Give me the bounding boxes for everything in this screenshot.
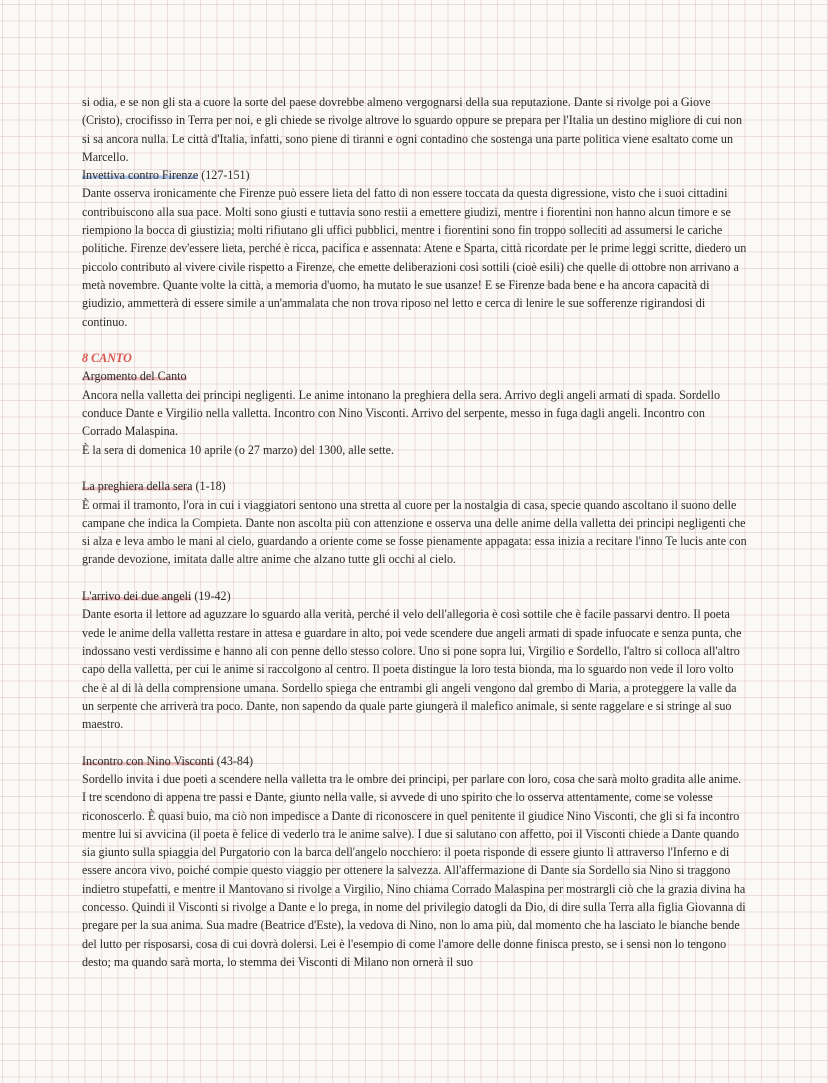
argomento-heading: [82, 367, 747, 385]
intro-paragraph: si odia, e se non gli sta a cuore la sorte del paese dovrebbe almeno vergognarsi della sua reputazione. Dante si rivolge poi a Giove (Cristo), crocifisso in Terra per noi, e gli chiede se rivolge altrove lo sguardo oppure se prepara per l'Italia un destino migliore di cui non si sa ancora nulla. Le città d'Italia, infatti, sono piene di tiranni e ogni contadino che sostenga una parte politica viene esaltato come un Marcello.: [82, 95, 743, 164]
section-body-angeli: Dante esorta il lettore ad aguzzare lo sguardo alla verità, perché il velo dell'allegoria è così sottile che è facile passarvi dentro. Il poeta vede le anime della valletta restare in attesa e guardare in alto, poi vede scendere due angeli armati di spade infuocate e senza punta, che indossano vesti verdissime e hanno ali con penne dello stesso colore. Uno si pone sopra lui, Virgilio e Sordello, l'altro si colloca all'altro capo della valletta, per cui le anime si raccolgono al centro. Il poeta distingue la loro testa bionda, ma lo sguardo non vede il loro volto che è al di là della comprensione umana. Sordello spiega che entrambi gli angeli vengono dal grembo di Maria, a proteggere la valle da un serpente che arriverà tra poco. Dante, non sapendo da quale parte giungerà il malefico animale, si sente raggelare e si stringe al suo maestro.: [82, 607, 742, 732]
heading-range: (127-151): [198, 168, 250, 183]
section-body-nino: Sordello invita i due poeti a scendere nella valletta tra le ombre dei principi, per parlare con loro, cosa che sarà molto gradita alle anime. I tre scendono di appena tre passi e Dante, giunto nella valle, si avvede di uno spirito che lo osserva attentamente, come se volesse riconoscerlo. È quasi buio, ma ciò non impedisce a Dante di riconoscere in quel penitente il giudice Nino Visconti, che gli si fa incontro mentre lui si avvicina (il poeta è felice di vederlo tra le anime salve). I due si salutano con affetto, poi il Visconti chiede a Dante quando sia giunto sulla spiaggia del Purgatorio con la barca dell'angelo nocchiero: il poeta risponde di essere giunto lì attraverso l'Inferno e di essere ancora vivo, poiché compie questo viaggio per ottenere la salvezza. All'affermazione di Dante sia Sordello sia Nino si traggono indietro stupefatti, e mentre il Mantovano si rivolge a Virgilio, Nino chiama Corrado Malaspina per mostrargli ciò che la grazia divina ha concesso. Quindi il Visconti si rivolge a Dante e lo prega, in nome del privilegio datogli da Dio, di dire sulla Terra alla figlia Giovanna di pregare per la sua anima. Sua madre (Beatrice d'Este), la vedova di Nino, non lo ama più, dal momento che ha lasciato le bianche bende del lutto per risposarsi, cosa di cui dovrà dolersi. Lei è l'esempio di come l'amore delle donne finisca presto, se i sensi non lo tengono desto; ma quando sarà morta, lo stemma dei Visconti di Milano non ornerà il suo: [82, 771, 746, 969]
argomento-body: Ancora nella valletta dei principi negligenti. Le anime intonano la preghiera della sera. Arrivo degli angeli armati di spada. Sordello conduce Dante e Virgilio nella valletta. Incontro con Nino Visconti. Arrivo del serpente, messo in fuga dagli angeli. Incontro con Corrado Malaspina.: [82, 387, 721, 439]
section-heading-angeli: [82, 587, 747, 605]
heading-title: L'arrivo dei due angeli: [82, 589, 192, 604]
heading-title: Invettiva contro Firenze: [82, 168, 199, 183]
heading-title: Argomento del Canto: [82, 369, 187, 384]
date-line: È la sera di domenica 10 aprile (o 27 marzo) del 1300, alle sette.: [82, 442, 394, 457]
section-body-invettiva: Dante osserva ironicamente che Firenze può essere lieta del fatto di non essere toccata da questa digressione, visto che i suoi cittadini contribuiscono alla sua pace. Molti sono giusti e tuttavia sono restii a emettere giudizi, mentre i fiorentini non hanno alcun timore e se riempiono la bocca di giustizia; molti rifiutano gli uffici pubblici, mentre i fiorentini sono fin troppo solleciti ad assumersi le cariche politiche. Firenze dev'essere lieta, perché è ricca, pacifica e assennata: Atene e Sparta, città ricordate per le prime leggi scritte, diedero un piccolo contributo al vivere civile rispetto a Firenze, che emette deliberazioni così sottili (cioè esili) che quelle di ottobre non arrivano a metà novembre. Quante volte la città, a memoria d'uomo, ha mutato le sue usanze! E se Firenze bada bene e ha ancora capacità di giudizio, ammetterà di essere simile a un'ammalata che non trova riposo nel letto e cerca di lenire le sue sofferenze rigirandosi di continuo.: [82, 186, 747, 329]
section-heading-preghiera: [82, 477, 747, 495]
canto-title: 8 CANTO: [82, 351, 132, 366]
heading-title: Incontro con Nino Visconti: [82, 753, 214, 768]
notebook-page: [82, 93, 747, 971]
spacer: [82, 733, 747, 751]
spacer: [82, 331, 747, 349]
section-heading-nino: [82, 752, 747, 770]
heading-range: (1-18): [192, 479, 226, 494]
section-body-preghiera: È ormai il tramonto, l'ora in cui i viaggiatori sentono una stretta al cuore per la nostalgia di casa, specie quando ascoltano il suono delle campane che indica la Compieta. Dante non ascolta più con attenzione e osserva una delle anime della valletta dei principi negligenti che si alza e leva ambo le mani al cielo, guardando a oriente come se fosse pienamente appagata: essa inizia a recitare l'inno Te lucis ante con grande devozione, imitata dalle altre anime che alzano tutte gli occhi al cielo.: [82, 497, 747, 567]
spacer: [82, 569, 747, 587]
heading-title: La preghiera della sera: [82, 479, 193, 494]
heading-range: (43-84): [213, 753, 254, 768]
spacer: [82, 459, 747, 477]
section-heading-invettiva: [82, 166, 747, 184]
heading-range: (19-42): [191, 589, 231, 604]
